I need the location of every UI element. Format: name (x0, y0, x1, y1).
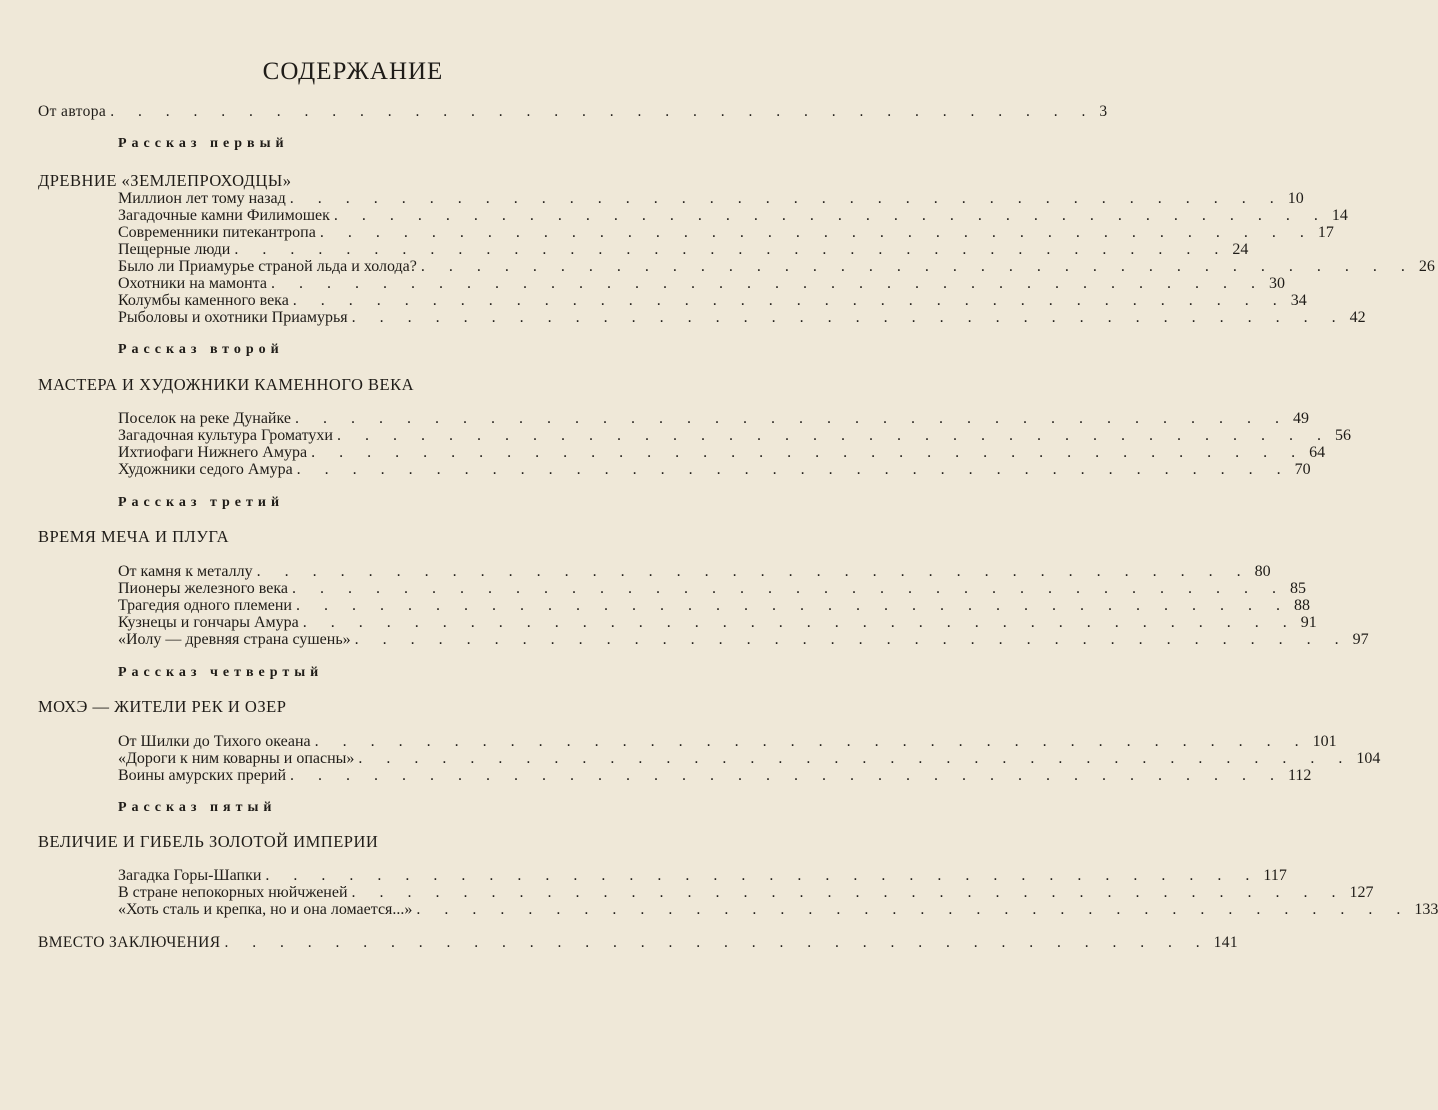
dot-leader: . . . . . . . . . . . . . . . . . . . . . . . . . . . . . . . . . . . . (110, 103, 1096, 120)
toc-entry-label: «Дороги к ним коварны и опасны» (118, 750, 355, 767)
toc-entry-page: 141 (1213, 934, 1239, 951)
toc-entry-page: 64 (1309, 444, 1326, 461)
dot-leader: . . . . . . . . . . . . . . . . . . . . . . . . . . . . . . . . . . . . (289, 190, 1284, 207)
toc-entry-label: От камня к металлу (118, 563, 253, 580)
toc-entry-page: 104 (1356, 750, 1381, 767)
toc-entry (118, 631, 1369, 653)
dot-leader: . . . . . . . . . . . . . . . . . . . . . . . . . . . . . . . . . . . . (270, 275, 1265, 292)
toc-entry-page: 49 (1292, 410, 1309, 427)
toc-entry-label: ВМЕСТО ЗАКЛЮЧЕНИЯ (38, 934, 221, 951)
toc-entry-page: 34 (1290, 292, 1307, 309)
toc-entry-page: 17 (1317, 224, 1334, 241)
toc-entry-label: От автора (38, 103, 107, 120)
toc-entry-label: Колумбы каменного века (118, 292, 289, 309)
section-title: ДРЕВНИЕ «ЗЕМЛЕПРОХОДЦЫ» (38, 171, 292, 190)
toc-entry-page: 127 (1349, 884, 1374, 901)
story-label: Рассказ третий (118, 495, 285, 510)
dot-leader: . . . . . . . . . . . . . . . . . . . . . . . . . . . . . . . . . . . . (290, 767, 1284, 784)
dot-leader: . . . . . . . . . . . . . . . . . . . . . . . . . . . . . . . . . . . . (302, 614, 1297, 631)
toc-entry-label: «Иолу — древняя страна сушень» (118, 631, 351, 648)
toc-entry-label: Художники седого Амура (118, 461, 293, 478)
toc-entry-label: Пещерные люди (118, 241, 231, 258)
dot-leader: . . . . . . . . . . . . . . . . . . . . . . . . . . . . . . . . . . . . (311, 444, 1306, 461)
toc-entry-label: От Шилки до Тихого океана (118, 733, 311, 750)
toc-entry-label: Рыболовы и охотники Приамурья (118, 309, 348, 326)
toc-entry-page: 117 (1263, 867, 1287, 884)
section-title: ВЕЛИЧИЕ И ГИБЕЛЬ ЗОЛОТОЙ ИМПЕРИИ (38, 832, 379, 851)
toc-entry-page: 42 (1349, 309, 1366, 326)
dot-leader: . . . . . . . . . . . . . . . . . . . . . . . . . . . . . . . . . . . . (234, 241, 1229, 258)
dot-leader: . . . . . . . . . . . . . . . . . . . . . . . . . . . . . . . . . . . . (314, 733, 1309, 750)
toc-entry-page: 26 (1418, 258, 1435, 275)
toc-entry-page: 3 (1099, 103, 1108, 120)
toc-entry-label: Было ли Приамурье страной льда и холода? (118, 258, 417, 275)
story-label: Рассказ пятый (118, 800, 277, 815)
toc-entry-label: Поселок на реке Дунайке (118, 410, 291, 427)
toc-entry-label: Воины амурских прерий (118, 767, 286, 784)
section-title: МОХЭ — ЖИТЕЛИ РЕК И ОЗЕР (38, 697, 287, 716)
toc-entry (118, 901, 1438, 923)
dot-leader: . . . . . . . . . . . . . . . . . . . . . . . . . . . . . . . . . . . . (416, 901, 1411, 918)
toc-entry-label: Кузнецы и гончары Амура (118, 614, 299, 631)
toc-entry-page: 91 (1300, 614, 1317, 631)
dot-leader: . . . . . . . . . . . . . . . . . . . . . . . . . . . . . . . . . . . . (296, 461, 1291, 478)
dot-leader: . . . . . . . . . . . . . . . . . . . . . . . . . . . . . . . . . . . . (358, 750, 1353, 767)
toc-entry-label: Ихтиофаги Нижнего Амура (118, 444, 308, 461)
toc-entry-page: 85 (1290, 580, 1306, 597)
dot-leader: . . . . . . . . . . . . . . . . . . . . . . . . . . . . . . . . . . . . (319, 224, 1314, 241)
toc-entry-label: Трагедия одного племени (118, 597, 292, 614)
toc-entry-page: 14 (1331, 207, 1348, 224)
toc-entry-page: 133 (1414, 901, 1438, 918)
toc-entry-page: 70 (1294, 461, 1311, 478)
section-title: МАСТЕРА И ХУДОЖНИКИ КАМЕННОГО ВЕКА (38, 375, 415, 394)
toc-entry-page: 97 (1352, 631, 1369, 648)
toc-entry-label: Загадочная культура Громатухи (118, 427, 333, 444)
dot-leader: . . . . . . . . . . . . . . . . . . . . . . . . . . . . . . . . . . . . (292, 580, 1286, 597)
toc-entry-label: «Хоть сталь и крепка, но и она ломается...» (118, 901, 413, 918)
story-label: Рассказ первый (118, 136, 289, 151)
toc-entry-page: 101 (1312, 733, 1337, 750)
toc-entry-intro (38, 103, 1108, 125)
dot-leader: . . . . . . . . . . . . . . . . . . . . . . . . . . . . . . . . . . . . (294, 410, 1289, 427)
toc-entry-page: 10 (1287, 190, 1304, 207)
toc-entry (118, 309, 1366, 331)
dot-leader: . . . . . . . . . . . . . . . . . . . . . . . . . . . . . . . . . . . . (420, 258, 1415, 275)
dot-leader: . . . . . . . . . . . . . . . . . . . . . . . . . . . . . . . . . . . . (333, 207, 1328, 224)
page-title: СОДЕРЖАНИЕ (262, 58, 444, 85)
toc-entry-page: 112 (1288, 767, 1312, 784)
dot-leader: . . . . . . . . . . . . . . . . . . . . . . . . . . . . . . . . . . . . (224, 934, 1210, 951)
dot-leader: . . . . . . . . . . . . . . . . . . . . . . . . . . . . . . . . . . . . (256, 563, 1251, 580)
toc-entry-label: Загадка Горы-Шапки (118, 867, 262, 884)
toc-entry-page: 80 (1254, 563, 1271, 580)
dot-leader: . . . . . . . . . . . . . . . . . . . . . . . . . . . . . . . . . . . . (265, 867, 1260, 884)
toc-entry (118, 461, 1311, 483)
toc-entry-page: 30 (1268, 275, 1285, 292)
dot-leader: . . . . . . . . . . . . . . . . . . . . . . . . . . . . . . . . . . . . (295, 597, 1290, 614)
dot-leader: . . . . . . . . . . . . . . . . . . . . . . . . . . . . . . . . . . . . (336, 427, 1331, 444)
toc-entry-page: 56 (1334, 427, 1351, 444)
dot-leader: . . . . . . . . . . . . . . . . . . . . . . . . . . . . . . . . . . . . (354, 631, 1349, 648)
toc-entry-label: Охотники на мамонта (118, 275, 267, 292)
dot-leader: . . . . . . . . . . . . . . . . . . . . . . . . . . . . . . . . . . . . (351, 884, 1346, 901)
dot-leader: . . . . . . . . . . . . . . . . . . . . . . . . . . . . . . . . . . . . (351, 309, 1346, 326)
dot-leader: . . . . . . . . . . . . . . . . . . . . . . . . . . . . . . . . . . . . (292, 292, 1287, 309)
section-title: ВРЕМЯ МЕЧА И ПЛУГА (38, 527, 230, 546)
toc-entry-label: Современники питекантропа (118, 224, 316, 241)
toc-entry-conclusion (38, 934, 1239, 956)
toc-entry-label: Пионеры железного века (118, 580, 288, 597)
toc-entry-label: Миллион лет тому назад (118, 190, 286, 207)
toc-entry-page: 88 (1293, 597, 1310, 614)
toc-entry-label: Загадочные камни Филимошек (118, 207, 330, 224)
story-label: Рассказ четвертый (118, 665, 324, 680)
toc-entry-page: 24 (1232, 241, 1249, 258)
toc-entry (118, 767, 1312, 789)
story-label: Рассказ второй (118, 342, 284, 357)
toc-entry-label: В стране непокорных нюйчженей (118, 884, 348, 901)
